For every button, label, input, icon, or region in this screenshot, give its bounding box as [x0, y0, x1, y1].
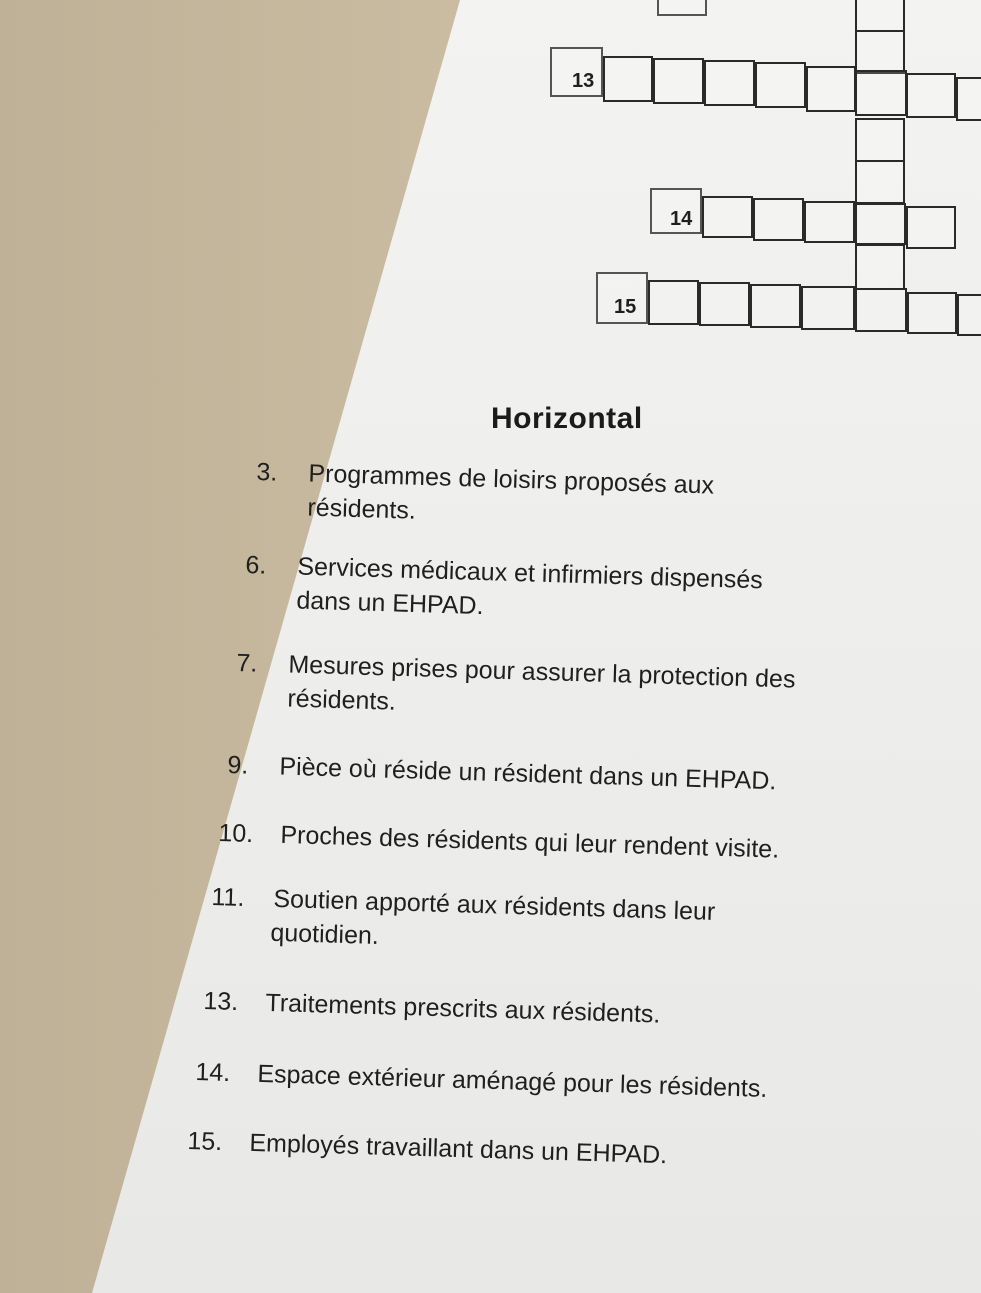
grid-cell — [855, 288, 907, 332]
grid-cell — [648, 280, 699, 325]
clue-text: résidents. — [307, 493, 417, 525]
grid-cell — [855, 160, 905, 204]
section-heading: Horizontal — [491, 402, 643, 435]
clue-number: 14. — [195, 1057, 231, 1088]
clue-text: quotidien. — [270, 918, 380, 950]
grid-cell — [957, 294, 981, 336]
clue-number: 13. — [203, 986, 239, 1017]
grid-cell — [702, 196, 753, 238]
grid-cell — [855, 118, 905, 162]
grid-cell — [657, 0, 707, 16]
clue-number: 15. — [187, 1126, 223, 1157]
grid-number-14: 14 — [670, 208, 693, 230]
clue-text: Services médicaux et infirmiers dispensés — [297, 552, 764, 595]
clue-number: 10. — [218, 818, 254, 849]
clue-text: résidents. — [287, 684, 397, 716]
grid-cell — [653, 58, 704, 104]
clue-number: 7. — [236, 648, 258, 678]
clue-text: Proches des résidents qui leur rendent visite. — [280, 820, 780, 864]
clue-text: Mesures prises pour assurer la protection des — [288, 650, 796, 694]
clue-number: 11. — [211, 882, 245, 912]
grid-number-15: 15 — [614, 296, 637, 318]
clue-text: Traitements prescrits aux résidents. — [265, 988, 661, 1029]
grid-cell — [806, 66, 856, 112]
grid-cell — [804, 201, 855, 243]
clue-text: dans un EHPAD. — [296, 586, 484, 621]
grid-cell — [855, 30, 905, 74]
grid-cell — [750, 284, 801, 328]
grid-cell — [855, 203, 906, 245]
clue-number: 6. — [245, 550, 267, 580]
clue-number: 9. — [227, 750, 249, 780]
clue-number: 3. — [256, 457, 278, 487]
grid-cell — [699, 282, 750, 326]
grid-cell — [855, 70, 907, 116]
grid-cell — [907, 292, 957, 334]
grid-cell — [956, 77, 981, 121]
clue-text: Employés travaillant dans un EHPAD. — [249, 1128, 668, 1170]
grid-cell — [753, 198, 804, 241]
grid-cell — [603, 56, 653, 102]
grid-cell — [855, 244, 905, 290]
clue-text: Espace extérieur aménagé pour les résidents. — [257, 1059, 768, 1103]
grid-cell — [855, 0, 905, 32]
clue-text: Pièce où réside un résident dans un EHPAD. — [279, 752, 777, 796]
clue-3 — [255, 455, 715, 537]
clue-text: Soutien apporté aux résidents dans leur — [273, 884, 716, 926]
grid-number-13: 13 — [572, 70, 595, 92]
crossword-grid — [0, 0, 981, 350]
grid-cell — [906, 206, 956, 249]
grid-cell — [906, 73, 956, 118]
grid-cell — [704, 60, 755, 106]
grid-cell — [755, 62, 806, 108]
grid-cell — [801, 286, 855, 330]
clue-text: Programmes de loisirs proposés aux — [308, 459, 715, 500]
